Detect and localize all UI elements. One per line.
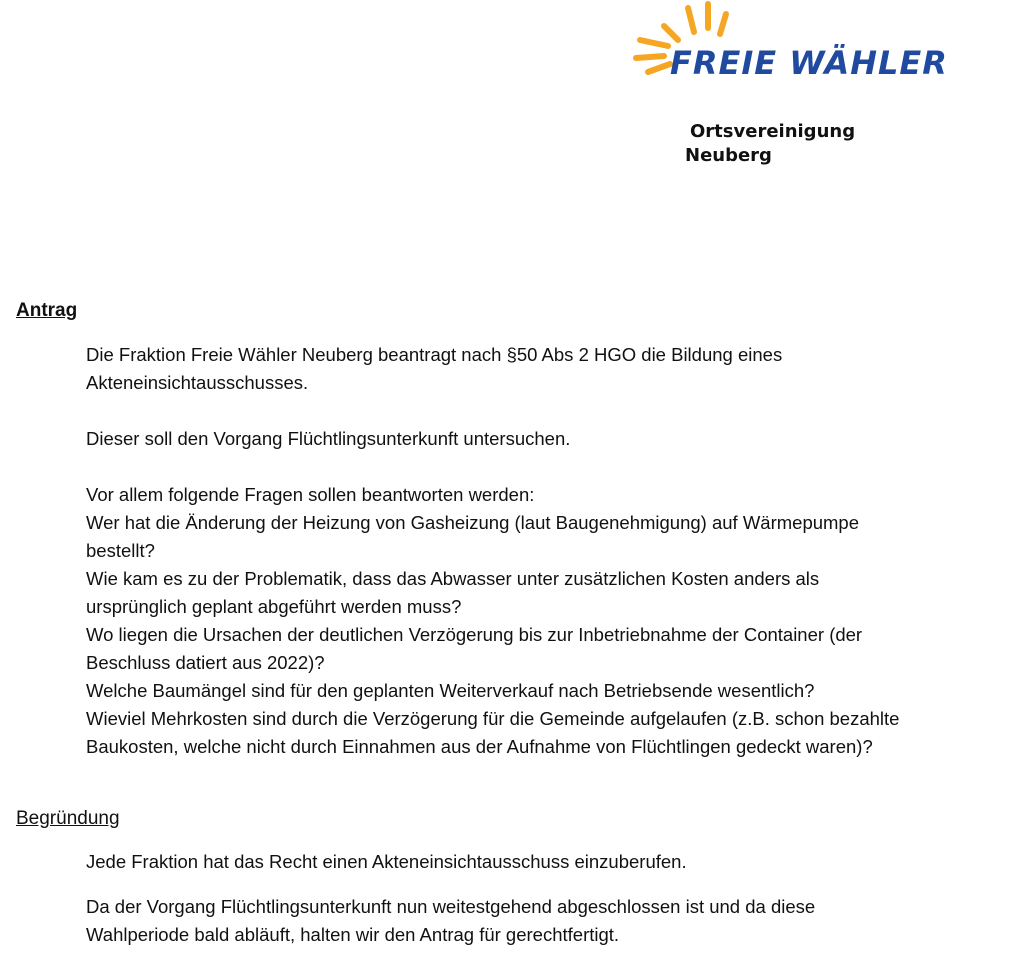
org-name-line2: Neuberg bbox=[685, 145, 772, 166]
begruendung-text: Jede Fraktion hat das Recht einen Akteneinsichtausschuss einzuberufen. bbox=[86, 851, 687, 872]
logo-wordmark: FREIE WÄHLER bbox=[670, 44, 948, 82]
question-item: Wo liegen die Ursachen der deutlichen Verzögerung bis zur Inbetriebnahme der Container (der Beschluss datiert aus 2022)? bbox=[86, 624, 863, 673]
antrag-scope-text: Dieser soll den Vorgang Flüchtlingsunterkunft untersuchen. bbox=[86, 428, 571, 449]
antrag-intro bbox=[86, 341, 906, 397]
antrag-intro-text: Die Fraktion Freie Wähler Neuberg beantragt nach §50 Abs 2 HGO die Bildung eines Akteneinsichtausschusses. bbox=[86, 344, 783, 393]
org-name-line1: Ortsvereinigung bbox=[690, 121, 856, 142]
question-item: Welche Baumängel sind für den geplanten Weiterverkauf nach Betriebsende wesentlich? bbox=[86, 680, 815, 701]
question-list bbox=[86, 481, 906, 761]
question-item: Wie kam es zu der Problematik, dass das Abwasser unter zusätzlichen Kosten anders als ursprünglich geplant abgeführt werden muss? bbox=[86, 568, 820, 617]
antrag-scope bbox=[86, 425, 906, 453]
begruendung-paragraph bbox=[86, 893, 906, 949]
begruendung-text: Da der Vorgang Flüchtlingsunterkunft nun weitestgehend abgeschlossen ist und da diese Wahlperiode bald abläuft, halten wir den Antrag für gerechtfertigt. bbox=[86, 896, 816, 945]
begruendung-paragraph bbox=[86, 848, 906, 876]
begruendung-heading: Begründung bbox=[16, 808, 120, 829]
questions-intro: Vor allem folgende Fragen sollen beantworten werden: bbox=[86, 484, 535, 505]
question-item: Wer hat die Änderung der Heizung von Gasheizung (laut Baugenehmigung) auf Wärmepumpe bestellt? bbox=[86, 512, 860, 561]
antrag-heading: Antrag bbox=[16, 300, 78, 321]
question-item: Wieviel Mehrkosten sind durch die Verzögerung für die Gemeinde aufgelaufen (z.B. schon bezahlte Baukosten, welche nicht durch Einnahmen aus der Aufnahme von Flüchtlingen gedeckt waren)? bbox=[86, 708, 900, 757]
